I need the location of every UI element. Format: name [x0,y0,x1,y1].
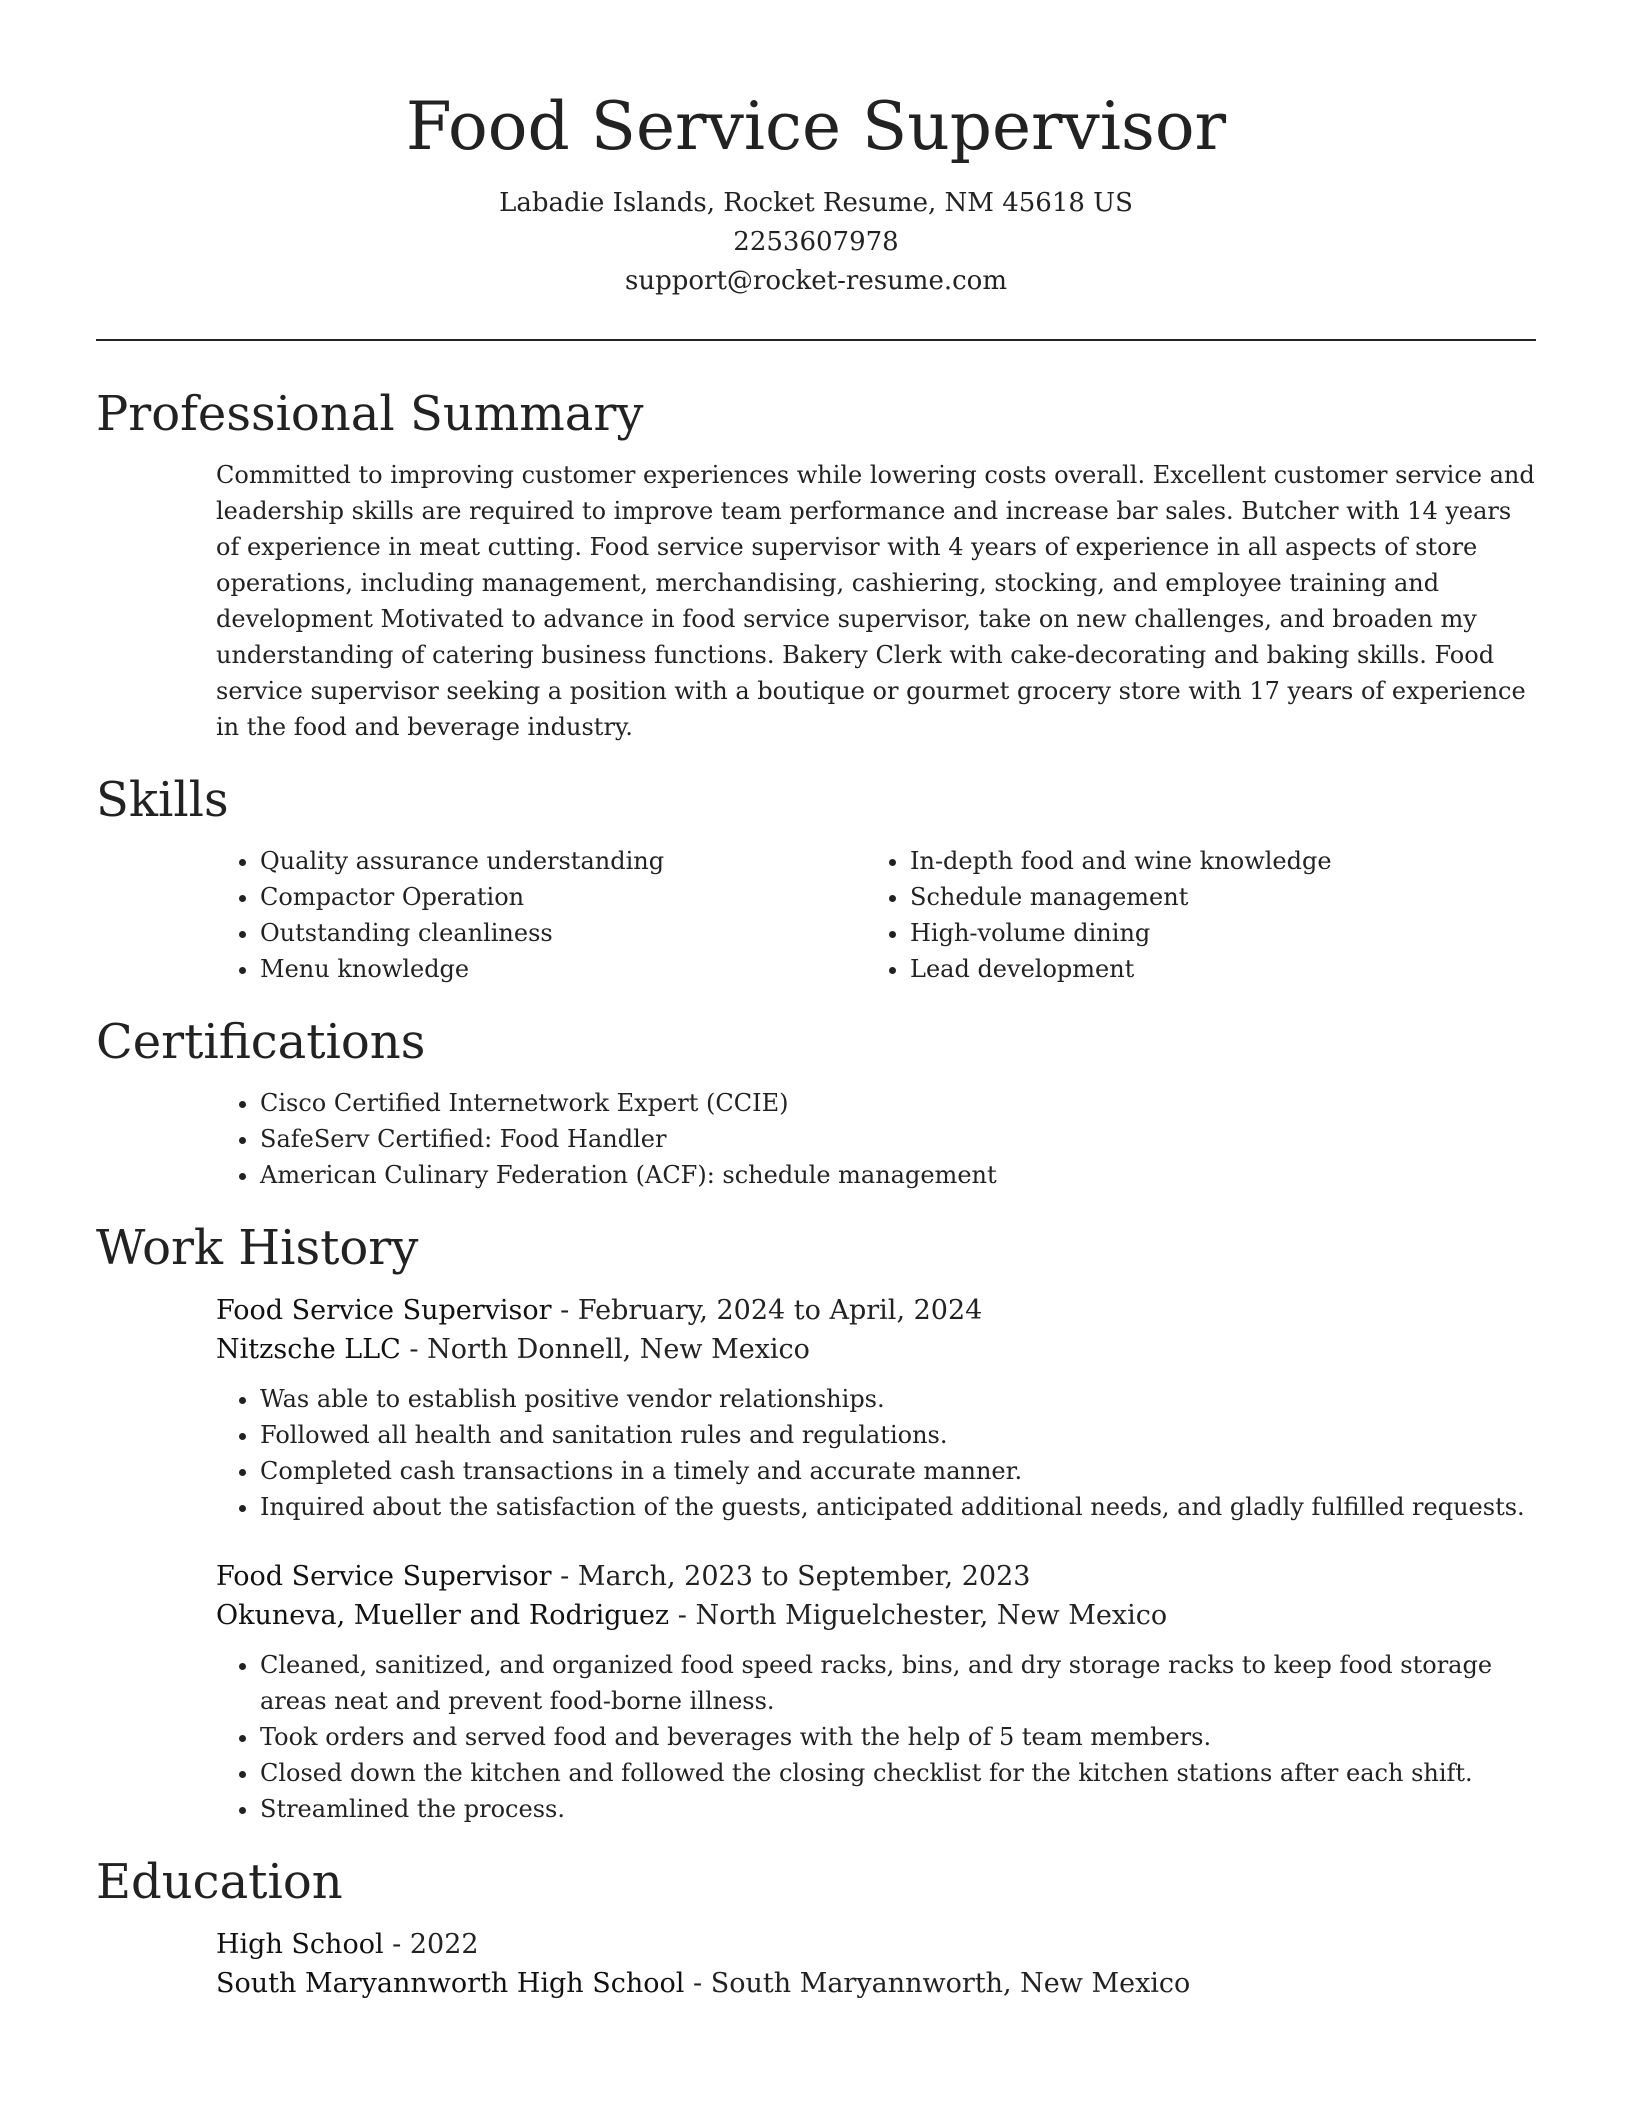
job-dates: - February, 2024 to April, 2024 [551,1295,983,1326]
job-role: Food Service Supervisor [216,1295,552,1326]
education-degree: High School [216,1929,384,1960]
header-divider [96,339,1536,341]
skill-item: • Outstanding cleanliness [260,915,910,951]
job-bullet: • Took orders and served food and beverages with the help of 5 team members. [260,1719,1536,1755]
skill-item: • Schedule management [910,879,1510,915]
job-company-line [216,1330,1536,1369]
job-company: Nitzsche LLC [216,1334,401,1365]
summary-title: Professional Summary [96,386,644,442]
job-bullet: • Cleaned, sanitized, and organized food speed racks, bins, and dry storage racks to keep food storage areas neat and prevent food-borne illness. [260,1647,1536,1719]
job-bullet: • Completed cash transactions in a timely and accurate manner. [260,1453,1536,1489]
skill-item: • Compactor Operation [260,879,910,915]
job-bullet: • Followed all health and sanitation rules and regulations. [260,1417,1536,1453]
skill-item: • Quality assurance understanding [260,843,910,879]
job-bullet: • Was able to establish positive vendor relationships. [260,1381,1536,1417]
job-role: Food Service Supervisor [216,1561,552,1592]
work-history-title: Work History [96,1220,419,1276]
job-entry [96,1291,1536,1525]
job-company: Okuneva, Mueller and Rodriguez [216,1600,670,1631]
job-dates: - March, 2023 to September, 2023 [551,1561,1031,1592]
job-bullets [96,1647,1536,1827]
contact-info [96,184,1536,301]
email: support@rocket-resume.com [624,266,1007,296]
certification-item: • SafeServ Certified: Food Handler [260,1121,1536,1157]
skills-list [96,843,1536,987]
phone: 2253607978 [733,227,899,257]
job-bullets [96,1381,1536,1525]
summary-text: Committed to improving customer experiences while lowering costs overall. Excellent customer service and leadership skills are required to improve team performance and increase bar sales. Butcher with 14 years of experience in meat cutting. Food service supervisor with 4 years of experience in all aspects of store operations, including management, merchandising, cashiering, stocking, and employee training and development Motivated to advance in food service supervisor, take on new challenges, and broaden my understanding of catering business functions. Bakery Clerk with cake-decorating and baking skills. Food service supervisor seeking a position with a boutique or gourmet grocery store with 17 years of experience in the food and beverage industry. [216,461,1535,741]
education-degree-line [216,1925,1536,1964]
address: Labadie Islands, Rocket Resume, NM 45618 US [499,188,1133,218]
skills-title: Skills [96,772,229,828]
job-location: - North Miguelchester, New Mexico [669,1600,1168,1631]
skill-item: • Menu knowledge [260,951,910,987]
skill-item: • Lead development [910,951,1510,987]
education-school-line [216,1964,1536,2003]
education-location: - South Maryannworth, New Mexico [684,1968,1191,1999]
skills-column-2 [910,843,1510,987]
job-title-line [216,1291,1536,1330]
job-title-line [216,1557,1536,1596]
education-title: Education [96,1854,343,1910]
education-school: South Maryannworth High School [216,1968,685,1999]
education-section [96,1851,1536,2003]
skills-section [96,769,1536,987]
skill-item: • In-depth food and wine knowledge [910,843,1510,879]
certifications-list [96,1085,1536,1193]
resume-header [96,0,1536,301]
certification-item: • American Culinary Federation (ACF): schedule management [260,1157,1536,1193]
skill-item: • High-volume dining [910,915,1510,951]
education-year: - 2022 [383,1929,479,1960]
job-location: - North Donnell, New Mexico [400,1334,810,1365]
certifications-section [96,1011,1536,1193]
candidate-name: Food Service Supervisor [405,88,1227,165]
job-bullet: • Closed down the kitchen and followed the closing checklist for the kitchen stations after each shift. [260,1755,1536,1791]
job-bullet: • Streamlined the process. [260,1791,1536,1827]
certification-item: • Cisco Certified Internetwork Expert (CCIE) [260,1085,1536,1121]
work-history-section [96,1217,1536,1827]
certifications-title: Certifications [96,1014,426,1070]
skills-column-1 [260,843,910,987]
job-company-line [216,1596,1536,1635]
summary-section [96,383,1536,745]
job-bullet: • Inquired about the satisfaction of the guests, anticipated additional needs, and gladly fulfilled requests. [260,1489,1536,1525]
job-entry [96,1557,1536,1827]
